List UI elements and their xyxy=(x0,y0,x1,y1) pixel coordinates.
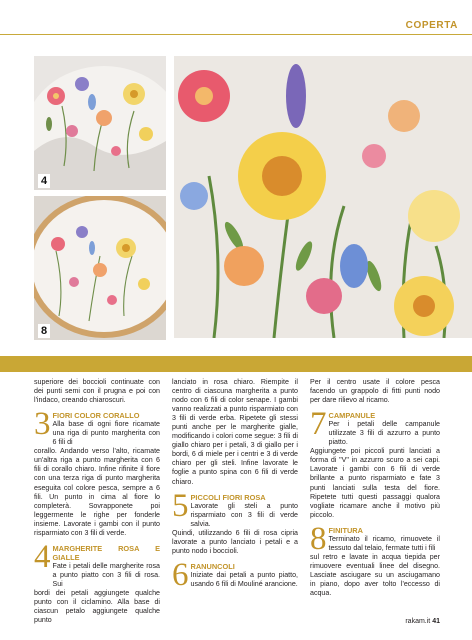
step-title: PICCOLI FIORI ROSA xyxy=(190,492,266,502)
step-8 xyxy=(310,520,440,598)
step-title: MARGHERITE ROSA E GIALLE xyxy=(52,543,160,562)
page-number: 41 xyxy=(432,618,440,625)
step-text: Aggiungete poi piccoli punti lanciati a forma di "V" in azzurro scuro a sei capi. Lavorate i gambi con 6 fili di verde brillante a punto risparmiato e fate 3 punti lanciati sulla testa del fiore. Ripetete tutti questi passaggi qualora vogliate ricamare anche il motivo più piccolo. xyxy=(310,447,440,519)
paragraph: superiore dei boccioli continuate con dei punti semi con il prugna e poi con l'indaco, creando chiaroscuri. xyxy=(34,378,160,405)
step-6 xyxy=(172,556,298,593)
step-text: Quindi, utilizzando 6 fili di rosa cipria lavorate a punto lanciato i petali e a punto nodo i boccioli. xyxy=(172,528,298,555)
step-number: 8 xyxy=(310,520,327,557)
step-7 xyxy=(310,406,440,520)
step-5 xyxy=(172,487,298,556)
step-lead: Alla base di ogni fiore ricamate una riga di punto margherita con 6 fili di xyxy=(52,420,160,447)
photo-number: 4 xyxy=(38,174,50,188)
text-column-3 xyxy=(310,378,440,598)
step-lead: Lavorate gli steli a punto risparmiato con 3 fili di verde salvia. xyxy=(190,501,298,528)
header-rule xyxy=(0,34,472,35)
page-footer xyxy=(405,618,440,625)
text-column-1 xyxy=(34,378,160,625)
step-4 xyxy=(34,538,160,625)
step-text: sul retro e lavate in acqua tiepida per rimuovere eventuali linee del disegno. Lasciate asciugare su un asciugamano in piano, dopo aver tolto l'eccesso di acqua. xyxy=(310,552,440,598)
step-lead: Fate i petali delle margherite rosa a punto piatto con 3 fili di rosa. Sui xyxy=(52,561,160,588)
step-number: 4 xyxy=(34,538,51,575)
step-number: 7 xyxy=(310,406,327,443)
step-title: FINITURA xyxy=(328,525,363,535)
step-number: 3 xyxy=(34,406,51,443)
step-title: CAMPANULE xyxy=(328,411,376,421)
step-lead: Per i petali delle campanule utilizzate 3 fili di azzurro a punto piatto. xyxy=(328,420,440,447)
embroidery-illustration-small xyxy=(34,56,166,190)
embroidery-closeup-photo xyxy=(174,56,472,338)
step-title: RANUNCOLI xyxy=(190,561,235,571)
step-text: corallo. Andando verso l'alto, ricamate un'altra riga a punto margherita con 6 fili di corallo chiaro. Infine rifinite il fiore con una terza riga di punto margherita eseguita col colore pesca, sempre a 6 fili. Un punto in cima al fiore lo completerà. Sovrapponete poi leggermente le righe per fonderle insieme. Lavorate i gambi con il punto risparmiato con 3 fili di verde. xyxy=(34,447,160,537)
embroidery-closeup-illustration xyxy=(174,56,472,338)
embroidery-photo-4 xyxy=(34,56,166,190)
paragraph: Per il centro usate il colore pesca facendo un grappolo di fitti punti nodo per dare rilievo al ricamo. xyxy=(310,378,440,405)
step-3 xyxy=(34,406,160,538)
step-number: 5 xyxy=(172,487,189,524)
step-lead: Terminato il ricamo, rimuovete il tessuto dal telaio, fermate tutti i fili xyxy=(328,534,440,552)
paragraph: lanciato in rosa chiaro. Riempite il centro di ciascuna margherita a punto nodo con 6 fili di color senape. I gambi vanno realizzati a punto risparmiato con 3 fili di verde erba. Ripetete gli stessi punti anche per le margherite gialle, modificando i colori come segue: 3 fili di giallo chiaro per i petali, 3 di giallo per i bordi, 6 di miele per i centri e 3 di verde chiaro per gli steli. Infine lavorate le foglie a punto spina con 6 fili di verde chiaro. xyxy=(172,378,298,486)
step-title: FIORI COLOR CORALLO xyxy=(52,411,140,421)
photo-number: 8 xyxy=(38,324,50,338)
decorative-band xyxy=(0,356,472,372)
step-lead: Iniziate dai petali a punto piatto, usando 6 fili di Mouliné arancione. xyxy=(190,570,298,588)
section-title: COPERTA xyxy=(405,20,458,31)
embroidery-hoop-illustration xyxy=(34,196,166,340)
site-name: rakam.it xyxy=(405,618,431,625)
text-column-2 xyxy=(172,378,298,593)
step-text: bordi dei petali aggiungete qualche punto con il ciclamino. Alla base di ciascun petalo aggiungete qualche punto xyxy=(34,589,160,625)
embroidery-photo-8 xyxy=(34,196,166,340)
step-number: 6 xyxy=(172,556,189,593)
